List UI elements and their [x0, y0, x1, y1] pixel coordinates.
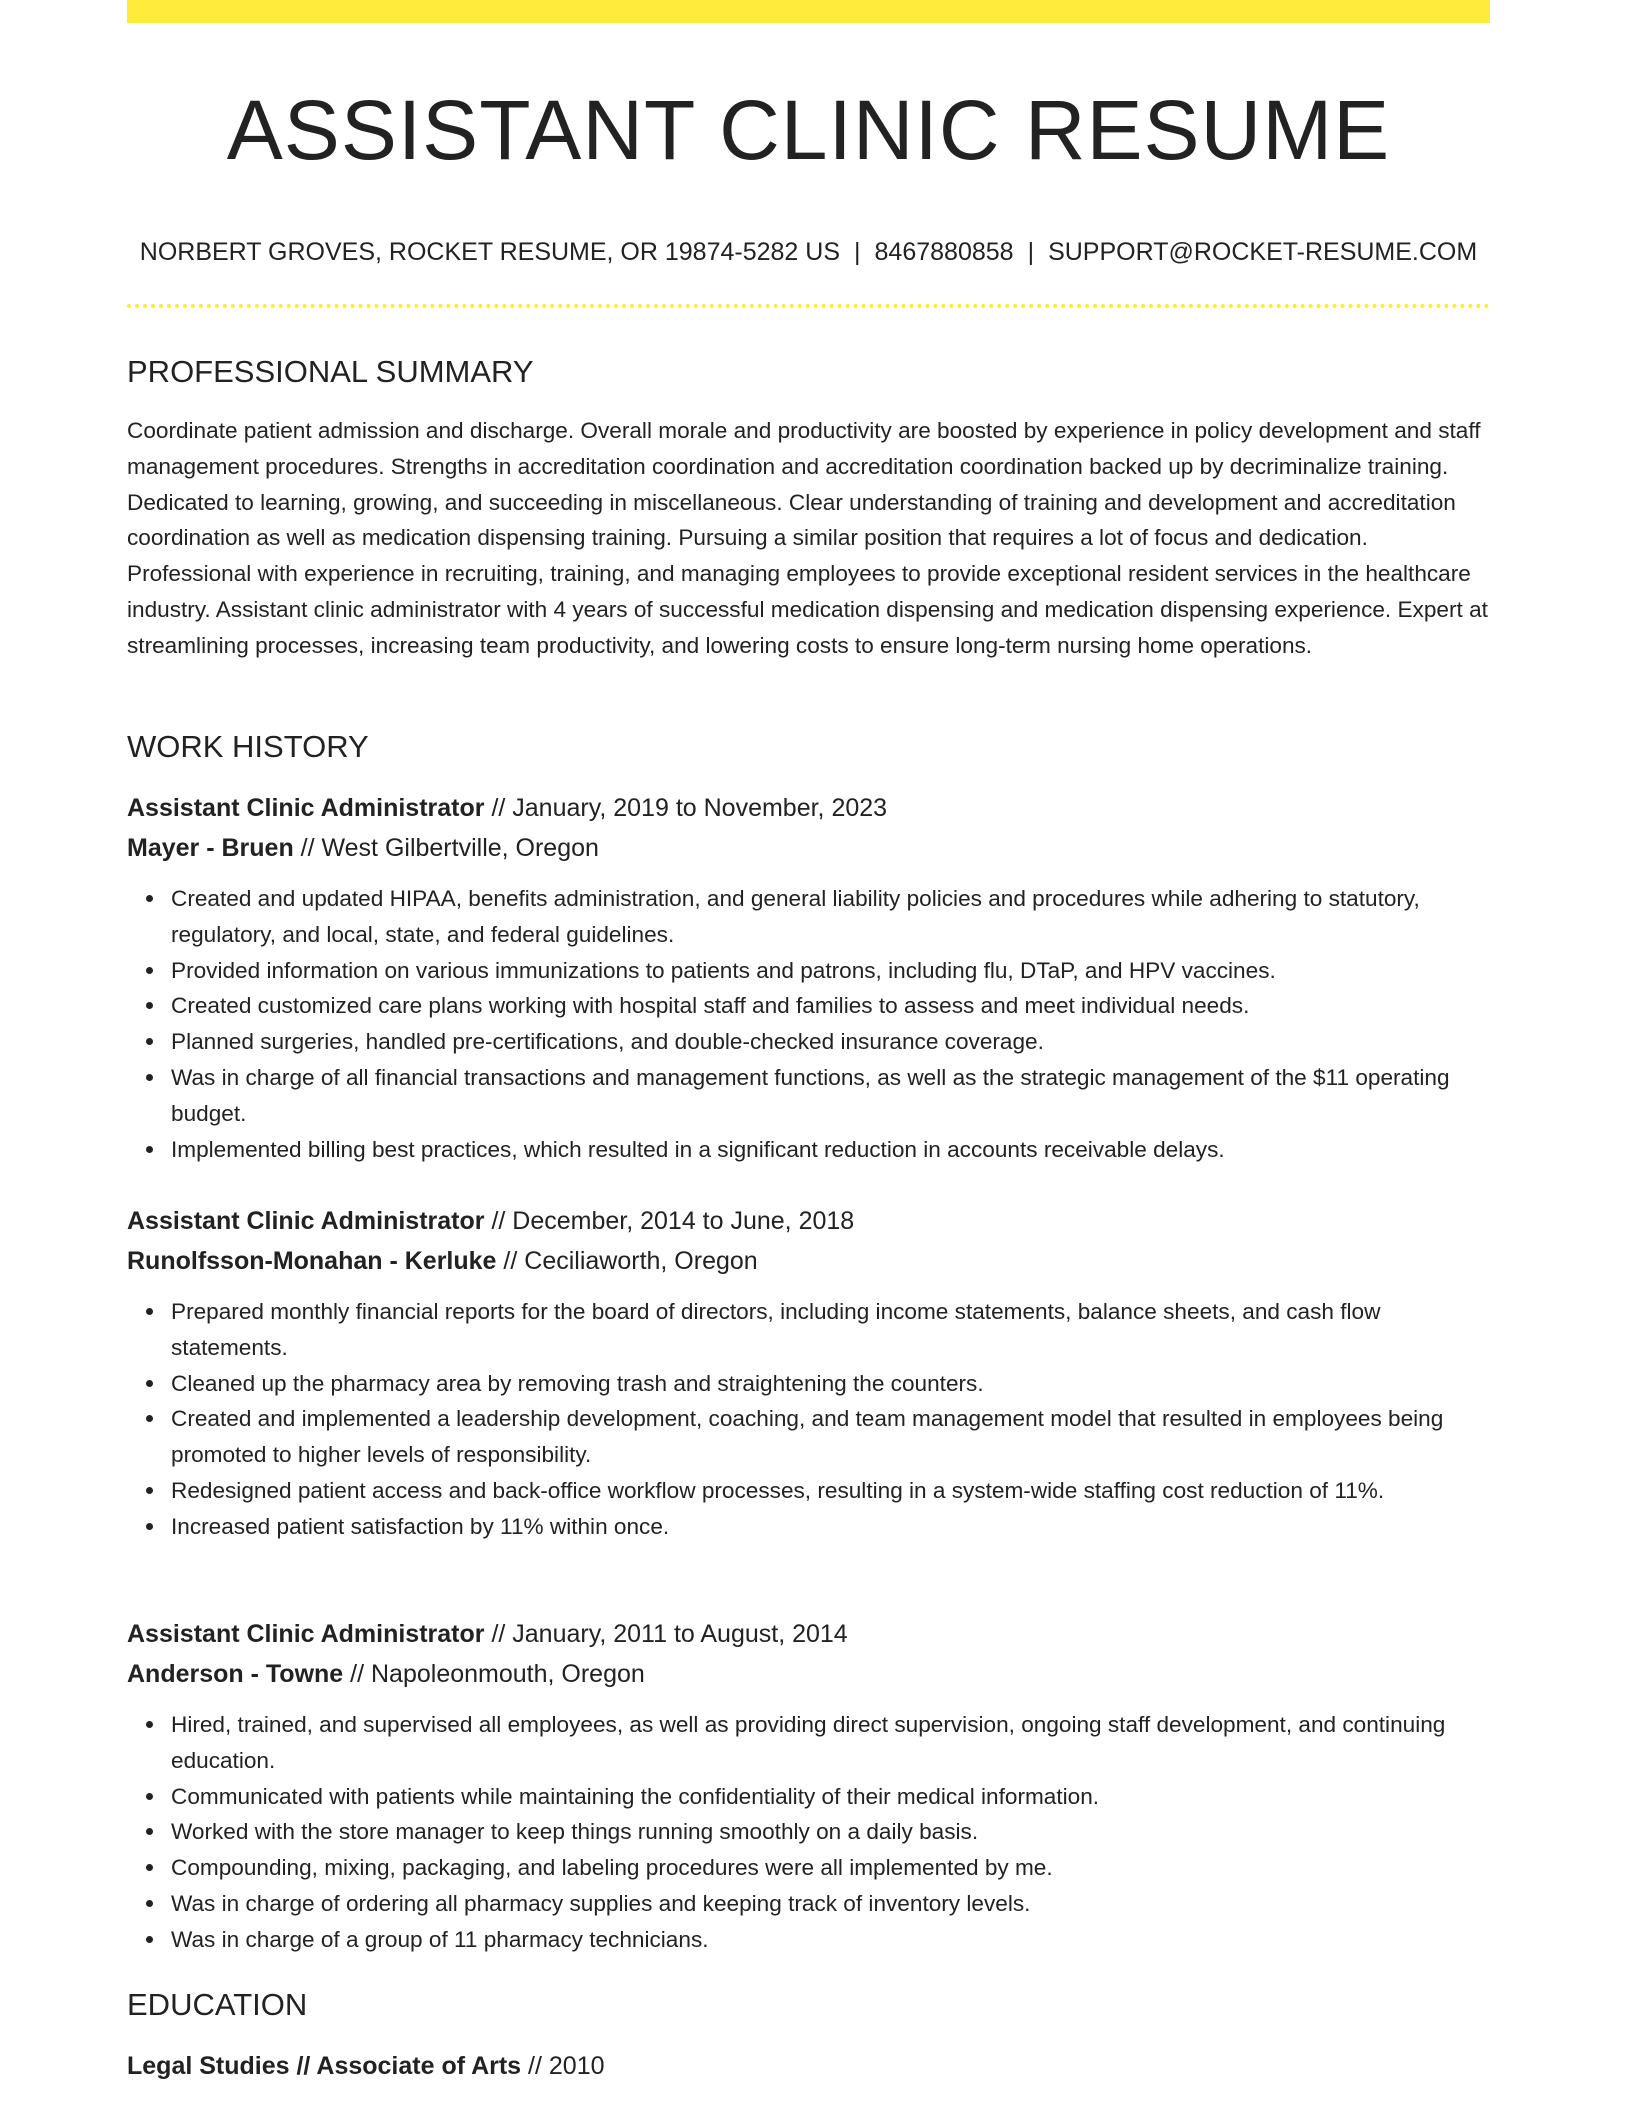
contact-separator: |: [854, 238, 861, 266]
job-title: Assistant Clinic Administrator: [127, 1620, 485, 1648]
resume-title: ASSISTANT CLINIC RESUME: [226, 83, 1391, 177]
list-item: Increased patient satisfaction by 11% within once.: [171, 1509, 1490, 1545]
job-company: Mayer - Bruen: [127, 834, 294, 862]
list-item: Worked with the store manager to keep things running smoothly on a daily basis.: [171, 1814, 1490, 1850]
list-item: Implemented billing best practices, which resulted in a significant reduction in accounts receivable delays.: [171, 1132, 1490, 1168]
job-location: // West Gilbertville, Oregon: [300, 834, 599, 862]
education-heading: EDUCATION: [127, 1987, 308, 2022]
list-item: Hired, trained, and supervised all employees, as well as providing direct supervision, ongoing staff development, and continuing education.: [171, 1707, 1490, 1779]
accent-top-bar: [127, 0, 1490, 23]
job-company: Anderson - Towne: [127, 1660, 344, 1688]
summary-heading: PROFESSIONAL SUMMARY: [127, 354, 534, 389]
job-title-line: [127, 790, 1490, 826]
education-year: // 2010: [528, 2052, 605, 2080]
list-item: Compounding, mixing, packaging, and labeling procedures were all implemented by me.: [171, 1850, 1490, 1886]
job-company: Runolfsson-Monahan - Kerluke: [127, 1247, 497, 1275]
list-item: Was in charge of a group of 11 pharmacy technicians.: [171, 1922, 1490, 1958]
job-title-line: [127, 1203, 1490, 1239]
contact-line: [127, 236, 1490, 268]
contact-address: NORBERT GROVES, ROCKET RESUME, OR 19874-5282 US: [139, 238, 841, 266]
work-history-heading: WORK HISTORY: [127, 729, 369, 764]
job-title: Assistant Clinic Administrator: [127, 1207, 485, 1235]
header-divider: [127, 304, 1490, 308]
job-dates: // January, 2019 to November, 2023: [491, 794, 888, 822]
job-bullets: [127, 881, 1490, 1167]
list-item: Communicated with patients while maintaining the confidentiality of their medical information.: [171, 1779, 1490, 1815]
job-bullets: [127, 1294, 1490, 1545]
list-item: Redesigned patient access and back-office workflow processes, resulting in a system-wide staffing cost reduction of 11%.: [171, 1473, 1490, 1509]
job-location: // Napoleonmouth, Oregon: [350, 1660, 645, 1688]
contact-phone: 8467880858: [874, 238, 1014, 266]
job-company-line: [127, 1656, 1490, 1692]
contact-separator: |: [1027, 238, 1035, 266]
summary-text: Coordinate patient admission and discharge. Overall morale and productivity are boosted by experience in policy development and staff management procedures. Strengths in accreditation coordination and accreditation coordination backed up by decriminalize training. Dedicated to learning, growing, and succeeding in miscellaneous. Clear understanding of training and development and accreditation coordination as well as medication dispensing training. Pursuing a similar position that requires a lot of focus and dedication. Professional with experience in recruiting, training, and managing employees to provide exceptional resident services in the healthcare industry. Assistant clinic administrator with 4 years of successful medication dispensing and medication dispensing experience. Expert at streamlining processes, increasing team productivity, and lowering costs to ensure long-term nursing home operations.: [127, 418, 1488, 658]
job-dates: // December, 2014 to June, 2018: [491, 1207, 855, 1235]
list-item: Prepared monthly financial reports for the board of directors, including income statements, balance sheets, and cash flow statements.: [171, 1294, 1490, 1366]
list-item: Cleaned up the pharmacy area by removing trash and straightening the counters.: [171, 1366, 1490, 1402]
list-item: Provided information on various immunizations to patients and patrons, including flu, DTaP, and HPV vaccines.: [171, 953, 1490, 989]
job-company-line: [127, 830, 1490, 866]
job-company-line: [127, 1243, 1490, 1279]
list-item: Created and updated HIPAA, benefits administration, and general liability policies and procedures while adhering to statutory, regulatory, and local, state, and federal guidelines.: [171, 881, 1490, 953]
list-item: Planned surgeries, handled pre-certifications, and double-checked insurance coverage.: [171, 1024, 1490, 1060]
job-title: Assistant Clinic Administrator: [127, 794, 485, 822]
job-dates: // January, 2011 to August, 2014: [491, 1620, 848, 1648]
list-item: Was in charge of ordering all pharmacy supplies and keeping track of inventory levels.: [171, 1886, 1490, 1922]
education-degree: Legal Studies // Associate of Arts: [127, 2052, 522, 2080]
contact-email: SUPPORT@ROCKET-RESUME.COM: [1048, 238, 1478, 266]
list-item: Created customized care plans working with hospital staff and families to assess and meet individual needs.: [171, 988, 1490, 1024]
job-title-line: [127, 1616, 1490, 1652]
list-item: Was in charge of all financial transactions and management functions, as well as the strategic management of the $11 operating budget.: [171, 1060, 1490, 1132]
job-bullets: [127, 1707, 1490, 1958]
job-location: // Ceciliaworth, Oregon: [503, 1247, 758, 1275]
list-item: Created and implemented a leadership development, coaching, and team management model that resulted in employees being promoted to higher levels of responsibility.: [171, 1401, 1490, 1473]
education-entry: [127, 2048, 1490, 2084]
